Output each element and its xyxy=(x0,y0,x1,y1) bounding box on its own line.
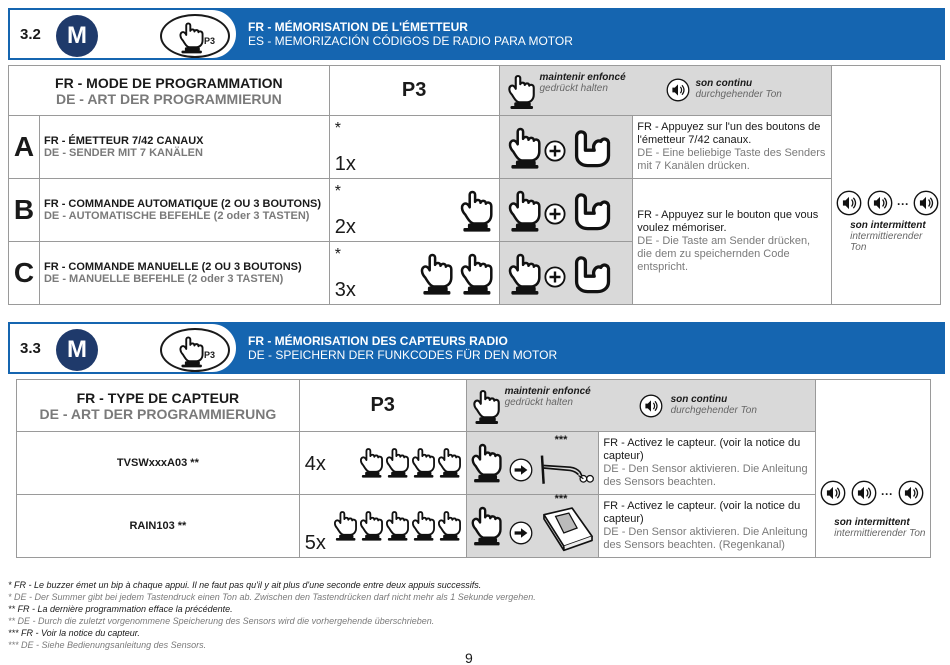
speaker-icon xyxy=(913,190,939,216)
hand-press-icon xyxy=(506,124,542,170)
speaker-icon xyxy=(898,480,924,506)
hand-press-icon xyxy=(506,187,542,233)
footnote: *** DE - Siehe Bedienungsanleitung des Sensors. xyxy=(8,640,207,650)
hand-press-icon xyxy=(469,499,503,551)
hand-press-icon xyxy=(458,185,494,235)
button-p3-badge xyxy=(160,328,230,372)
remote-hand-icon xyxy=(570,126,614,170)
rain-sensor-icon xyxy=(539,501,597,555)
speaker-icon xyxy=(836,190,862,216)
mode-badge: M xyxy=(56,15,98,57)
section-title xyxy=(248,334,557,362)
footnote: ** DE - Durch die zuletzt vorgenommene Speicherung des Sensors wird die vorhergehende überschrieben. xyxy=(8,616,435,626)
intermittent-cell: ··· son intermittent intermittierender Ton xyxy=(832,66,941,305)
hand-press-icon xyxy=(332,499,358,551)
plus-icon xyxy=(544,203,566,225)
remote-hand-icon xyxy=(570,252,614,296)
title-fr: FR - MÉMORISATION DES CAPTEURS RADIO xyxy=(248,334,508,348)
table-row: B FR - COMMANDE AUTOMATIQUE (2 OU 3 BOUTONS) DE - AUTOMATISCHE BEFEHLE (2 oder 3 TASTEN) * 2x FR - Appuyez sur le bouton que vous voulez mémoriser. DE - Die Taste am Sender drücken, die dem zu speichernden Code entspricht. xyxy=(9,179,941,242)
footnote: * FR - Le buzzer émet un bip à chaque appui. Il ne faut pas qu'il y ait plus d'une seconde entre deux appuis successifs. xyxy=(8,580,482,590)
table-header-hold-tone: maintenir enfoncé gedrückt halten son continu durchgehender Ton xyxy=(466,380,816,432)
hand-press-icon xyxy=(436,436,462,488)
table-row: C FR - COMMANDE MANUELLE (2 OU 3 BOUTONS) DE - MANUELLE BEFEHLE (2 oder 3 TASTEN) * 3x xyxy=(9,242,941,305)
mode-badge: M xyxy=(56,329,98,371)
hand-press-icon xyxy=(436,499,462,551)
arrow-right-icon xyxy=(509,458,533,482)
section-number: 3.3 xyxy=(20,340,41,357)
wind-sensor-icon xyxy=(537,446,595,490)
button-label: P3 xyxy=(204,350,216,360)
table-row: TVSWxxxA03 ** 4x *** FR - Activez le capteur. (voir la notice du capteur) DE - Den Sensor aktivieren. Die Anleitung des Sensors beachten. xyxy=(17,432,931,495)
arrow-right-icon xyxy=(509,521,533,545)
remote-hand-icon xyxy=(570,189,614,233)
table-header-p3: P3 xyxy=(329,66,499,116)
hand-press-icon xyxy=(410,499,436,551)
hand-press-icon xyxy=(358,499,384,551)
hand-press-icon xyxy=(506,250,542,296)
table-row: A FR - ÉMETTEUR 7/42 CANAUX DE - SENDER MIT 7 KANÄLEN * 1x FR - Appuyez sur l'un des boutons de l'émetteur 7/42 canaux. DE - Eine beliebige Taste des Senders mit 7 Kanälen drücken. xyxy=(9,116,941,179)
page-number: 9 xyxy=(465,650,473,665)
hand-press-icon xyxy=(471,386,501,426)
section-33-header xyxy=(8,322,945,374)
button-p3-badge xyxy=(160,14,230,58)
section-number: 3.2 xyxy=(20,26,41,43)
table-header-type: FR - TYPE DE CAPTEUR DE - ART DER PROGRAMMIERUNG xyxy=(17,380,300,432)
sensor-table xyxy=(16,379,931,558)
section-32-header xyxy=(8,8,945,60)
footnotes xyxy=(8,579,938,651)
intermittent-icons: ··· xyxy=(820,480,930,511)
title-fr: FR - MÉMORISATION DE L'ÉMETTEUR xyxy=(248,20,468,34)
speaker-icon xyxy=(867,190,893,216)
hand-press-icon xyxy=(458,248,494,298)
programming-table xyxy=(8,65,941,305)
title-de: DE - SPEICHERN DER FUNKCODES FÜR DEN MOTOR xyxy=(248,348,558,362)
hand-press-icon xyxy=(384,436,410,488)
section-33-tab xyxy=(8,322,238,374)
table-row: RAIN103 ** 5x *** FR - Activez le capteur. (voir la notice du capteur) DE - Den Sensor aktivieren. Die Anleitung des Sensors beachten. (Regenkanal) xyxy=(17,495,931,558)
hand-press-icon xyxy=(176,20,206,54)
plus-icon xyxy=(544,140,566,162)
section-32-tab xyxy=(8,8,238,60)
speaker-icon xyxy=(851,480,877,506)
table-header-p3: P3 xyxy=(299,380,466,432)
footnote: * DE - Der Summer gibt bei jedem Tastendruck einen Ton ab. Zwischen den Tastendrücken darf nicht mehr als 1 Sekunde vergehen. xyxy=(8,592,536,602)
intermittent-cell: ··· son intermittent intermittierender Ton xyxy=(816,380,931,558)
footnote: ** FR - La dernière programmation efface la précédente. xyxy=(8,604,233,614)
table-header-hold-tone: maintenir enfoncé gedrückt halten son continu durchgehender Ton xyxy=(499,66,832,116)
hand-press-icon xyxy=(469,436,503,488)
speaker-icon xyxy=(820,480,846,506)
hand-press-icon xyxy=(418,248,454,298)
hand-press-icon xyxy=(176,334,206,368)
footnote: *** FR - Voir la notice du capteur. xyxy=(8,628,140,638)
section-title xyxy=(248,20,573,48)
button-label: P3 xyxy=(204,36,216,46)
plus-icon xyxy=(544,266,566,288)
hand-press-icon xyxy=(384,499,410,551)
intermittent-icons: ··· xyxy=(836,190,940,221)
table-header-mode: FR - MODE DE PROGRAMMATION DE - ART DER PROGRAMMIERUN xyxy=(9,66,330,116)
hand-press-icon xyxy=(358,436,384,488)
hand-press-icon xyxy=(506,72,536,110)
speaker-icon xyxy=(639,394,663,418)
speaker-icon xyxy=(666,78,690,102)
title-es: ES - MEMORIZACIÓN CÓDIGOS DE RADIO PARA MOTOR xyxy=(248,34,573,48)
hand-press-icon xyxy=(410,436,436,488)
